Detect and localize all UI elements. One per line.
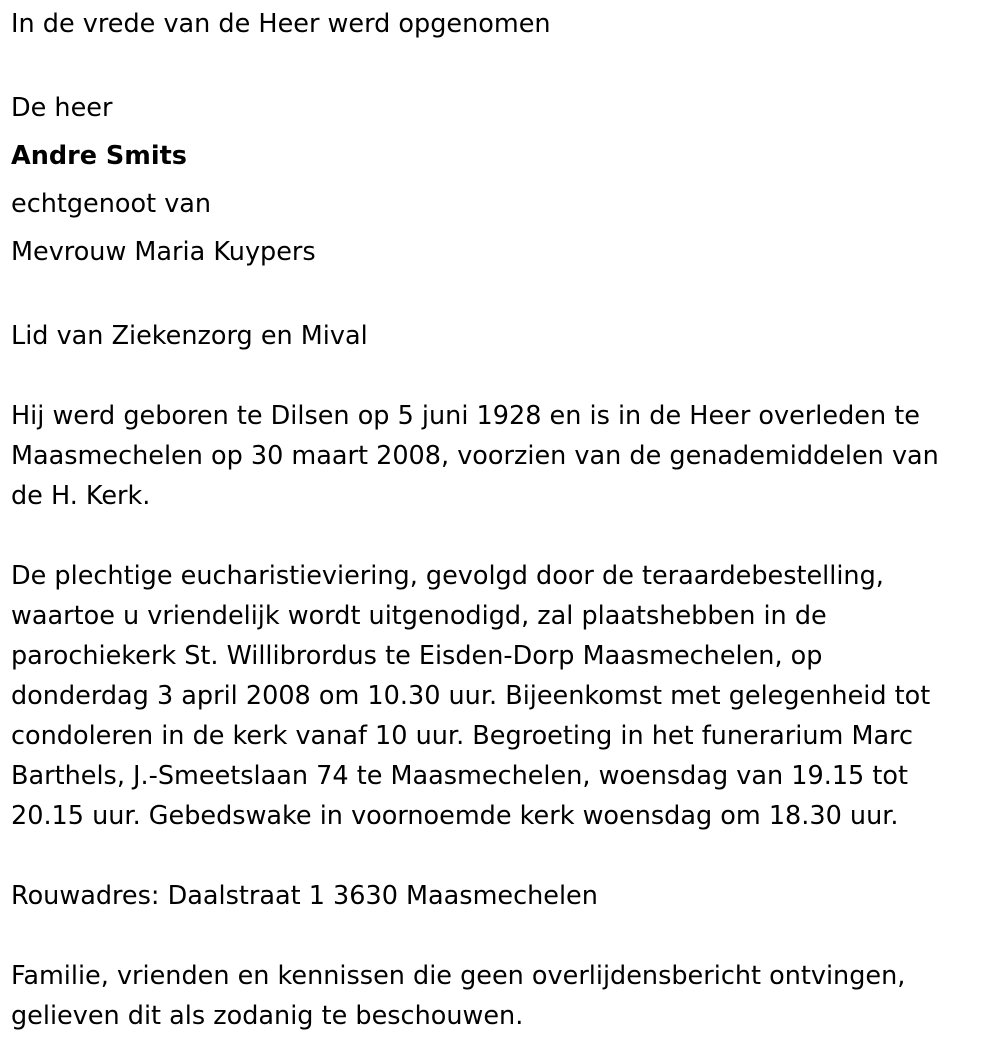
paragraph-line: donderdag 3 april 2008 om 10.30 uur. Bijeenkomst met gelegenheid tot — [11, 681, 931, 711]
paragraph-line: de H. Kerk. — [11, 481, 151, 511]
paragraph-line: De plechtige eucharistieviering, gevolgd door de teraardebestelling, — [11, 561, 884, 591]
paragraph-line: gelieven dit als zodanig te beschouwen. — [11, 1001, 524, 1031]
birth-death-paragraph — [11, 396, 986, 516]
spacer — [11, 916, 1000, 956]
spacer — [11, 516, 1000, 556]
spacer — [11, 836, 1000, 876]
paragraph-line: waartoe u vriendelijk wordt uitgenodigd, zal plaatshebben in de — [11, 601, 827, 631]
ceremony-paragraph — [11, 556, 986, 836]
spacer — [11, 276, 1000, 316]
spacer — [11, 44, 1000, 84]
paragraph-line: Hij werd geboren te Dilsen op 5 juni 1928 en is in de Heer overleden te — [11, 401, 920, 431]
paragraph-line: parochiekerk St. Willibrordus te Eisden-Dorp Maasmechelen, op — [11, 641, 823, 671]
closing-paragraph — [11, 956, 986, 1036]
paragraph-line: 20.15 uur. Gebedswake in voornoemde kerk woensdag om 18.30 uur. — [11, 801, 899, 831]
paragraph-line: Maasmechelen op 30 maart 2008, voorzien van de genademiddelen van — [11, 441, 939, 471]
deceased-name: Andre Smits — [11, 141, 187, 171]
salutation: De heer — [11, 93, 113, 123]
paragraph-line: Familie, vrienden en kennissen die geen overlijdensbericht ontvingen, — [11, 961, 906, 991]
spacer — [11, 356, 1000, 396]
paragraph-line: Barthels, J.-Smeetslaan 74 te Maasmechelen, woensdag van 19.15 tot — [11, 761, 908, 791]
paragraph-line: condoleren in de kerk vanaf 10 uur. Begroeting in het funerarium Marc — [11, 721, 914, 751]
spouse-name: Mevrouw Maria Kuypers — [11, 237, 316, 267]
relation: echtgenoot van — [11, 189, 212, 219]
intro-line: In de vrede van de Heer werd opgenomen — [11, 9, 551, 39]
mourning-address: Rouwadres: Daalstraat 1 3630 Maasmechelen — [11, 881, 598, 911]
membership: Lid van Ziekenzorg en Mival — [11, 321, 368, 351]
